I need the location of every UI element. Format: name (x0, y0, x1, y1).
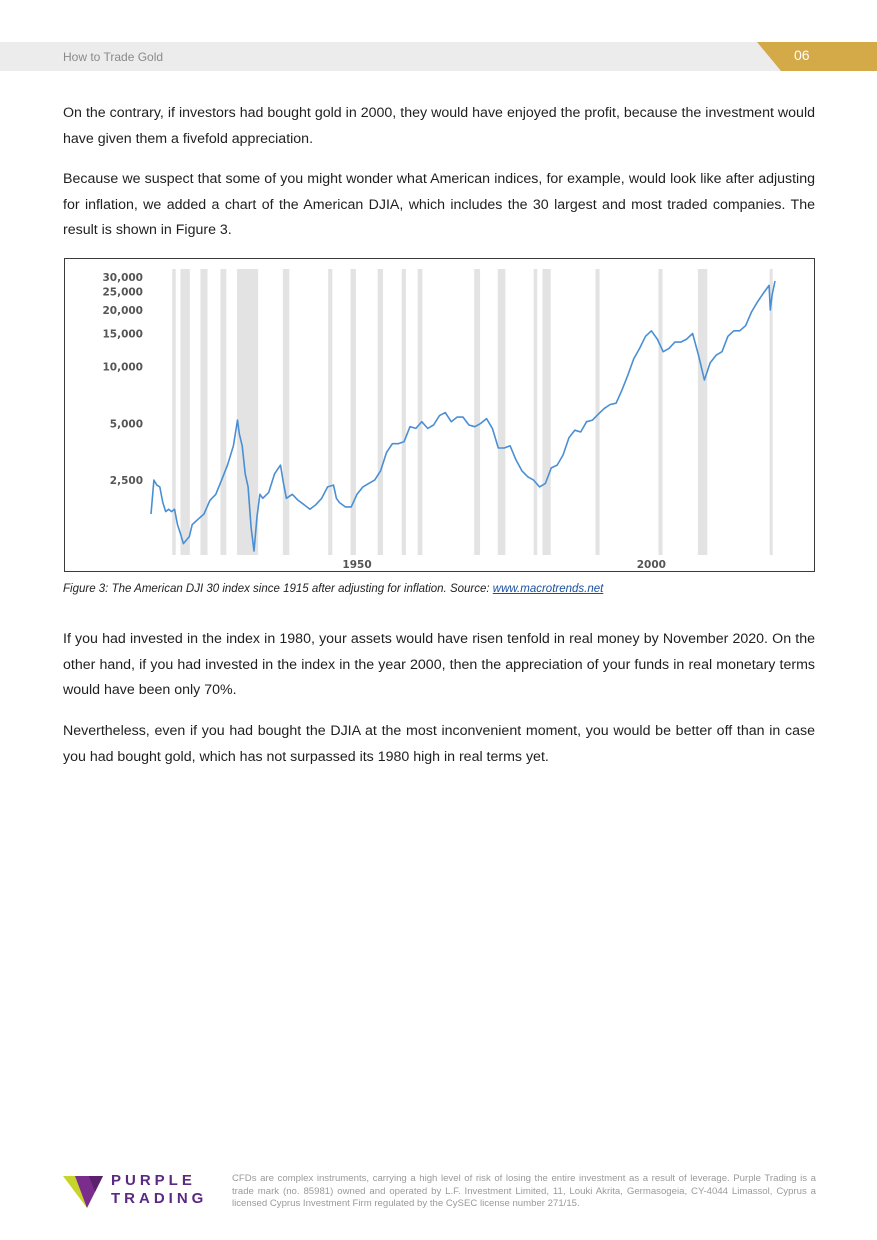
recession-band (770, 269, 773, 555)
y-tick-label: 25,000 (102, 286, 143, 299)
y-tick-label: 10,000 (102, 361, 143, 374)
recession-band (698, 269, 707, 555)
recession-band (474, 269, 480, 555)
y-tick-label: 20,000 (102, 304, 143, 317)
purple-trading-logo (63, 1172, 213, 1212)
recession-band (658, 269, 662, 555)
y-tick-label: 30,000 (102, 271, 143, 284)
x-tick-label: 1950 (342, 559, 372, 571)
x-axis-ticks (342, 559, 666, 571)
source-link[interactable]: www.macrotrends.net (492, 583, 604, 595)
recession-band (595, 269, 599, 555)
footer-disclaimer: CFDs are complex instruments, carrying a high level of risk of losing the entire investment as a result of leverage. Purple Trading is a trade mark (no. 85981) owned and operated by L.F. Investment Limited, 11, Louki Akrita, Germasogeia, CY-4044 Limassol, Cyprus a licensed Cyprus Investment Firm regulated by the CySEC license number 271/15. (232, 1173, 816, 1209)
recession-band (237, 269, 258, 555)
recession-band (378, 269, 383, 555)
figure-caption (63, 583, 603, 595)
recession-band (418, 269, 423, 555)
paragraph-djia-intro: Because we suspect that some of you might wonder what American indices, for example, would look like after adjusting for inflation, we added a chart of the American DJIA, which includes the 30 largest and most traded companies. The result is shown in Figure 3. (63, 171, 815, 238)
paragraph-gold-2000: On the contrary, if investors had bought gold in 2000, they would have enjoyed the profit, because the investment would have given them a fivefold appreciation. (63, 105, 815, 147)
recession-band (328, 269, 332, 555)
recession-bands (172, 269, 773, 555)
x-tick-label: 2000 (636, 559, 666, 571)
document-title: How to Trade Gold (63, 50, 164, 64)
caption-text: Figure 3: The American DJI 30 index since 1915 after adjusting for inflation. Source: (63, 583, 493, 595)
logo-text-top: PURPLE (111, 1172, 196, 1189)
y-tick-label: 15,000 (102, 328, 143, 341)
recession-band (351, 269, 356, 555)
logo-text-bottom: TRADING (111, 1190, 208, 1207)
paragraph-conclusion: Nevertheless, even if you had bought the DJIA at the most inconvenient moment, you would be better off than in case you had bought gold, which has not surpassed its 1980 high in real terms yet. (63, 723, 815, 765)
djia-chart (64, 258, 815, 572)
y-axis-ticks (102, 272, 143, 487)
recession-band (220, 269, 226, 555)
page-number: 06 (794, 47, 810, 63)
recession-band (283, 269, 289, 555)
recession-band (542, 269, 550, 555)
recession-band (498, 269, 506, 555)
logo-mark-icon (63, 1174, 105, 1210)
chart-canvas (65, 259, 814, 571)
y-tick-label: 2,500 (109, 475, 143, 488)
paragraph-1980-investment: If you had invested in the index in 1980, your assets would have risen tenfold in real money by November 2020. On the other hand, if you had invested in the index in the year 2000, then the appreciation of your funds in real monetary terms would have been only 70%. (63, 631, 815, 698)
y-tick-label: 5,000 (109, 418, 143, 431)
recession-band (402, 269, 406, 555)
recession-band (534, 269, 538, 555)
recession-band (180, 269, 189, 555)
